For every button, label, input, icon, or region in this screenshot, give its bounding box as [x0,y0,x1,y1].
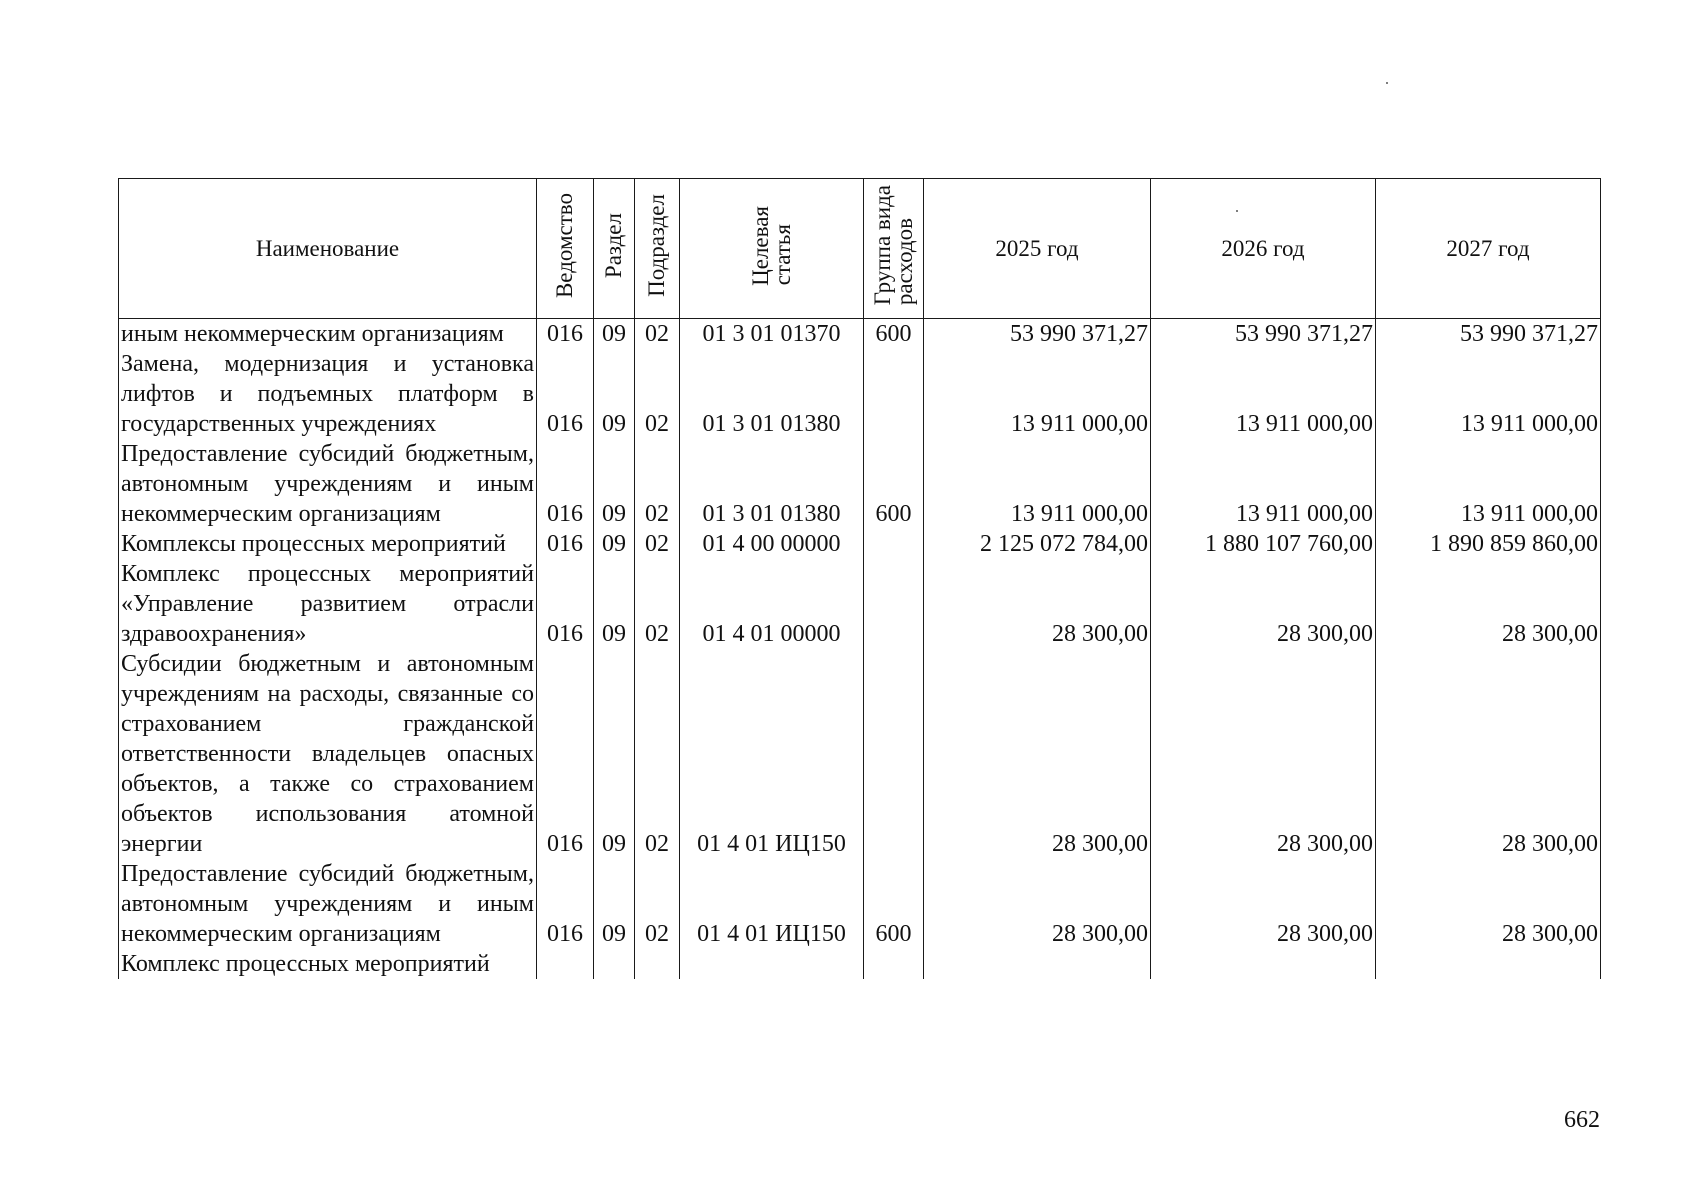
row-section: 09 [594,349,635,439]
row-amount-2026: 28 300,00 [1151,559,1376,649]
row-amount-2025: 53 990 371,27 [924,319,1151,350]
header-department: Ведомство [537,179,594,319]
header-section: Раздел [594,179,635,319]
row-amount-2026: 13 911 000,00 [1151,439,1376,529]
row-department: 016 [537,529,594,559]
header-name: Наименование [119,179,537,319]
row-amount-2025: 28 300,00 [924,649,1151,859]
header-expense-group-line-1: Группа вида [869,185,895,306]
scan-speck [1236,210,1238,212]
header-2025: 2025 год [924,179,1151,319]
budget-table-container [118,178,1600,1109]
row-amount-2027: 28 300,00 [1376,649,1601,859]
row-section: 09 [594,319,635,350]
row-amount-2025: 13 911 000,00 [924,439,1151,529]
row-amount-2027: 1 890 859 860,00 [1376,529,1601,559]
table-row [119,649,1601,859]
table-row [119,949,1601,979]
row-amount-2026: 1 880 107 760,00 [1151,529,1376,559]
row-subsection: 02 [635,559,680,649]
row-expense-group [864,529,924,559]
row-subsection: 02 [635,529,680,559]
row-department: 016 [537,319,594,350]
row-expense-group [864,559,924,649]
row-department: 016 [537,859,594,949]
table-row [119,349,1601,439]
row-expense-group: 600 [864,859,924,949]
row-name: Комплекс процессных мероприятий «Управление развитием отрасли здравоохранения» [119,559,537,649]
page-number: 662 [1564,1107,1600,1133]
table-row [119,319,1601,350]
row-section [594,949,635,979]
header-2026: 2026 год [1151,179,1376,319]
row-name: Комплексы процессных мероприятий [119,529,537,559]
row-target-article: 01 4 01 ИЦ150 [680,859,864,949]
row-target-article: 01 3 01 01380 [680,439,864,529]
row-department [537,949,594,979]
row-expense-group [864,949,924,979]
row-department: 016 [537,559,594,649]
row-target-article: 01 4 00 00000 [680,529,864,559]
row-expense-group: 600 [864,319,924,350]
row-section: 09 [594,559,635,649]
header-expense-group [864,179,924,319]
row-department: 016 [537,649,594,859]
header-target-article [680,179,864,319]
row-name: Комплекс процессных мероприятий [119,949,537,979]
row-amount-2027 [1376,949,1601,979]
row-department: 016 [537,349,594,439]
row-target-article [680,949,864,979]
header-target-article-line-1: Целевая [747,205,773,286]
header-subsection: Подраздел [635,179,680,319]
row-amount-2027: 28 300,00 [1376,559,1601,649]
row-name: Замена, модернизация и установка лифтов и подъемных платформ в государственных учреждениях [119,349,537,439]
row-amount-2026: 28 300,00 [1151,649,1376,859]
table-row [119,859,1601,949]
table-header [119,179,1601,319]
row-department: 016 [537,439,594,529]
row-amount-2026 [1151,949,1376,979]
table-row [119,559,1601,649]
row-amount-2025 [924,949,1151,979]
row-amount-2025: 13 911 000,00 [924,349,1151,439]
table-row [119,529,1601,559]
row-name: иным некоммерческим организациям [119,319,537,350]
scan-speck [1386,82,1388,84]
row-subsection: 02 [635,439,680,529]
row-amount-2025: 28 300,00 [924,559,1151,649]
row-subsection [635,949,680,979]
row-subsection: 02 [635,649,680,859]
row-amount-2026: 28 300,00 [1151,859,1376,949]
row-amount-2026: 13 911 000,00 [1151,349,1376,439]
row-subsection: 02 [635,859,680,949]
row-amount-2026: 53 990 371,27 [1151,319,1376,350]
table-body [119,319,1601,980]
row-section: 09 [594,529,635,559]
row-expense-group [864,349,924,439]
budget-table [118,178,1601,979]
table-row [119,439,1601,529]
row-section: 09 [594,649,635,859]
row-section: 09 [594,859,635,949]
row-target-article: 01 4 01 ИЦ150 [680,649,864,859]
row-expense-group: 600 [864,439,924,529]
row-target-article: 01 4 01 00000 [680,559,864,649]
row-amount-2025: 28 300,00 [924,859,1151,949]
row-amount-2027: 53 990 371,27 [1376,319,1601,350]
header-expense-group-line-2: расходов [891,218,917,306]
row-amount-2027: 13 911 000,00 [1376,439,1601,529]
row-subsection: 02 [635,349,680,439]
row-name: Субсидии бюджетным и автономным учреждениям на расходы, связанные со страхованием гражданской ответственности владельцев опасных объектов, а также со страхованием объектов использования атомной энергии [119,649,537,859]
row-amount-2027: 28 300,00 [1376,859,1601,949]
row-amount-2025: 2 125 072 784,00 [924,529,1151,559]
header-target-article-line-2: статья [769,224,795,286]
row-name: Предоставление субсидий бюджетным, автономным учреждениям и иным некоммерческим организациям [119,439,537,529]
row-target-article: 01 3 01 01370 [680,319,864,350]
header-2027: 2027 год [1376,179,1601,319]
row-amount-2027: 13 911 000,00 [1376,349,1601,439]
row-expense-group [864,649,924,859]
row-subsection: 02 [635,319,680,350]
row-section: 09 [594,439,635,529]
row-name: Предоставление субсидий бюджетным, автономным учреждениям и иным некоммерческим организациям [119,859,537,949]
row-target-article: 01 3 01 01380 [680,349,864,439]
